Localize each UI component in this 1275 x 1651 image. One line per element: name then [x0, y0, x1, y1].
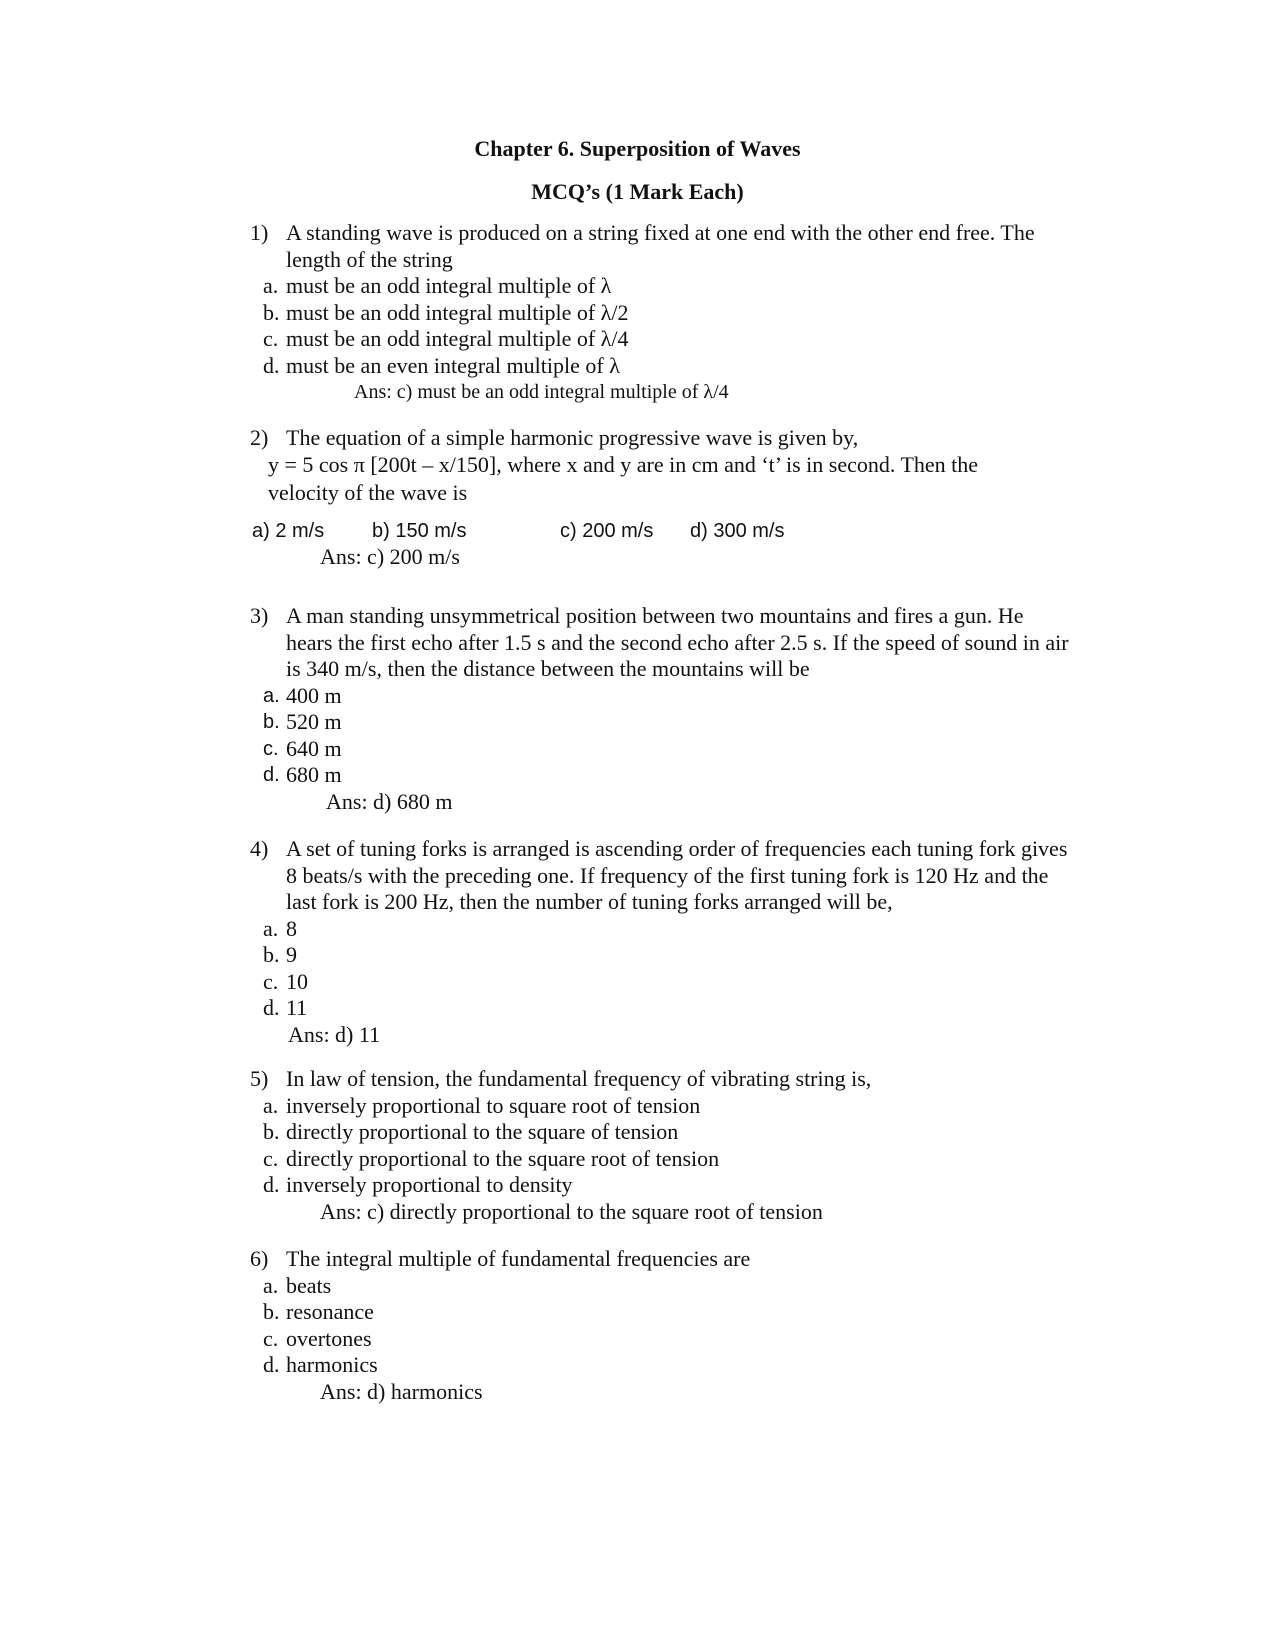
question-number: 5)	[250, 1066, 269, 1091]
answer: Ans: d) harmonics	[320, 1378, 483, 1404]
option-d: d. 680 m	[263, 762, 342, 787]
option-d: d. harmonics	[263, 1352, 378, 1377]
option-b: b. 9	[263, 942, 297, 967]
option-b: b. must be an odd integral multiple of λ/2	[263, 299, 629, 325]
question-number: 6)	[250, 1246, 269, 1271]
question-6	[250, 1246, 1070, 1405]
option-d: d. 11	[263, 995, 308, 1020]
question-stem: In law of tension, the fundamental frequency of vibrating string is,	[286, 1066, 872, 1091]
answer: Ans: d) 11	[288, 1021, 381, 1047]
inline-options	[250, 516, 1070, 544]
answer: Ans: c) directly proportional to the square root of tension	[320, 1198, 823, 1224]
option-c: c. 10	[263, 968, 308, 994]
option-c: c. 640 m	[263, 735, 342, 761]
question-stem: A set of tuning forks is arranged is ascending order of frequencies each tuning fork gives 8 beats/s with the preceding one. If frequency of the first tuning fork is 120 Hz and the last fork is 200 Hz, then the number of tuning forks arranged will be,	[286, 836, 1068, 914]
question-number: 4)	[250, 836, 269, 861]
option-d: d. inversely proportional to density	[263, 1172, 573, 1197]
option-b: b) 150 m/s	[372, 519, 467, 542]
section-subtitle: MCQ’s (1 Mark Each)	[531, 179, 744, 204]
chapter-title: Chapter 6. Superposition of Waves	[474, 136, 801, 161]
answer: Ans: d) 680 m	[326, 788, 453, 814]
answer: Ans: c) 200 m/s	[320, 543, 460, 569]
answer: Ans: c) must be an odd integral multiple of λ/4	[354, 381, 729, 403]
question-number: 1)	[250, 220, 269, 245]
question-number: 2)	[250, 425, 269, 450]
option-d: d. must be an even integral multiple of λ	[263, 352, 620, 378]
option-b: b. directly proportional to the square of tension	[263, 1119, 679, 1144]
option-d: d) 300 m/s	[690, 519, 785, 542]
question-number: 3)	[250, 603, 269, 628]
question-2	[250, 425, 1070, 570]
question-stem: The equation of a simple harmonic progressive wave is given by,	[286, 425, 859, 450]
option-a: a. inversely proportional to square root of tension	[263, 1092, 701, 1118]
question-stem: A standing wave is produced on a string fixed at one end with the other end free. The length of the string	[286, 220, 1035, 272]
option-b: b. resonance	[263, 1299, 374, 1324]
option-a: a) 2 m/s	[252, 519, 325, 542]
question-5	[250, 1066, 1070, 1225]
option-c: c. must be an odd integral multiple of λ/4	[263, 326, 629, 351]
question-stem: The integral multiple of fundamental frequencies are	[286, 1246, 751, 1271]
question-stem: A man standing unsymmetrical position between two mountains and fires a gun. He hears the first echo after 1.5 s and the second echo after 2.5 s. If the speed of sound in air is 340 m/s, then the distance between the mountains will be	[286, 603, 1069, 681]
option-c: c. overtones	[263, 1325, 372, 1351]
option-a: a. beats	[263, 1272, 332, 1298]
option-a: a. 400 m	[263, 682, 342, 708]
option-a: a. must be an odd integral multiple of λ	[263, 273, 612, 298]
option-c: c. directly proportional to the square root of tension	[263, 1145, 720, 1171]
option-b: b. 520 m	[263, 709, 342, 734]
question-3	[250, 603, 1070, 815]
option-c: c) 200 m/s	[560, 519, 654, 542]
question-stem-line-3: velocity of the wave is	[268, 479, 468, 505]
question-4	[250, 836, 1070, 1048]
option-a: a. 8	[263, 915, 297, 941]
question-stem-line-2: y = 5 cos π [200t – x/150], where x and y are in cm and ‘t’ is in second. Then the	[268, 451, 979, 477]
question-1	[250, 220, 1070, 406]
